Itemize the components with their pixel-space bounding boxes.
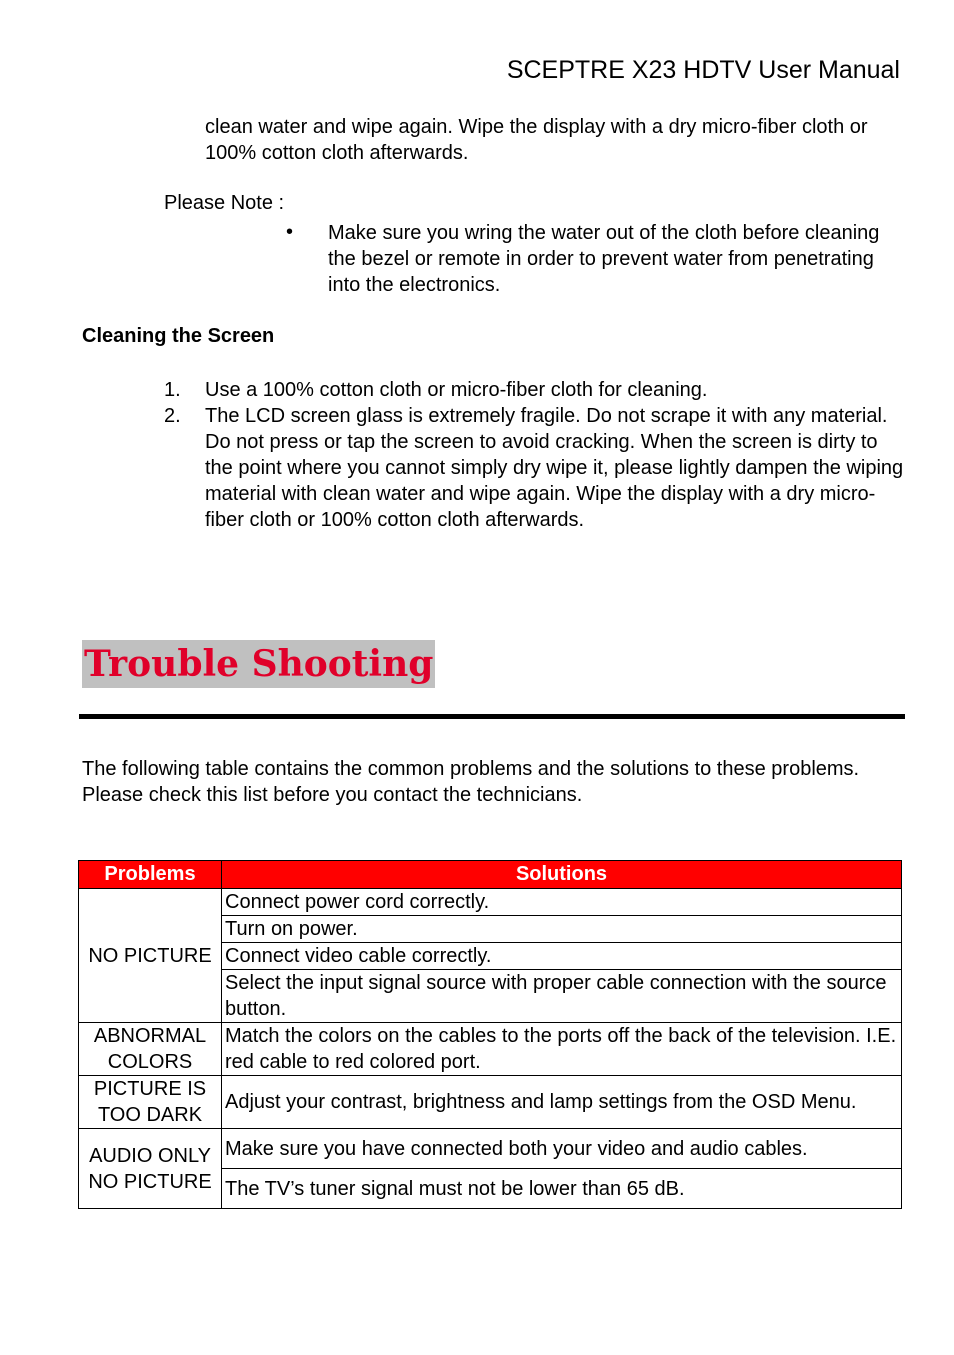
- list-item-text: Use a 100% cotton cloth or micro-fiber cloth for cleaning.: [205, 379, 708, 401]
- trouble-shooting-intro: The following table contains the common problems and the solutions to these problems. Please check this list before you contact the technicians.: [82, 758, 860, 806]
- problem-cell: NO PICTURE: [79, 889, 222, 1023]
- list-item-text: The LCD screen glass is extremely fragile. Do not scrape it with any material. Do not press or tap the screen to avoid cracking. When the screen is dirty to the point where you cannot simply dry wipe it, please lightly dampen the wiping material with clean water and wipe again. Wipe the display with a dry micro-fiber cloth or 100% cotton cloth afterwards.: [205, 405, 904, 531]
- page-header-title: SCEPTRE X23 HDTV User Manual: [506, 56, 900, 84]
- solution-cell: Select the input signal source with proper cable connection with the source button.: [222, 970, 902, 1023]
- note-bullet-text: Make sure you wring the water out of the cloth before cleaning the bezel or remote in order to prevent water from penetrating into the electronics.: [328, 222, 880, 296]
- table-row: [79, 1023, 902, 1076]
- problems-column-header: Problems: [79, 861, 222, 889]
- solution-cell: Match the colors on the cables to the ports off the back of the television. I.E. red cable to red colored port.: [222, 1023, 902, 1076]
- cleaning-steps-list: [164, 377, 904, 533]
- list-item-number: 1.: [164, 379, 181, 401]
- solution-cell: Connect video cable correctly.: [222, 943, 902, 970]
- table-row: [79, 1076, 902, 1129]
- list-item: [164, 377, 904, 403]
- bullet-icon: •: [286, 221, 294, 243]
- list-item-number: 2.: [164, 405, 181, 427]
- trouble-shooting-table: [78, 860, 902, 1209]
- table-row: [79, 1129, 902, 1169]
- cleaning-screen-heading: Cleaning the Screen: [82, 325, 275, 347]
- section-divider: [79, 714, 905, 719]
- problem-cell: PICTURE IS TOO DARK: [79, 1076, 222, 1129]
- problem-cell: AUDIO ONLY NO PICTURE: [79, 1129, 222, 1209]
- problem-cell: ABNORMAL COLORS: [79, 1023, 222, 1076]
- list-item: [164, 403, 904, 533]
- solution-cell: Adjust your contrast, brightness and lamp settings from the OSD Menu.: [222, 1076, 902, 1129]
- solution-cell: The TV’s tuner signal must not be lower than 65 dB.: [222, 1169, 902, 1209]
- table-header-row: [79, 861, 902, 889]
- solutions-column-header: Solutions: [222, 861, 902, 889]
- continued-paragraph: clean water and wipe again. Wipe the display with a dry micro-fiber cloth or 100% cotton cloth afterwards.: [205, 116, 868, 164]
- solution-cell: Make sure you have connected both your video and audio cables.: [222, 1129, 902, 1169]
- solution-cell: Turn on power.: [222, 916, 902, 943]
- table-row: [79, 889, 902, 916]
- solution-cell: Connect power cord correctly.: [222, 889, 902, 916]
- note-label: Please Note :: [164, 192, 285, 214]
- trouble-shooting-title: Trouble Shooting: [82, 640, 435, 688]
